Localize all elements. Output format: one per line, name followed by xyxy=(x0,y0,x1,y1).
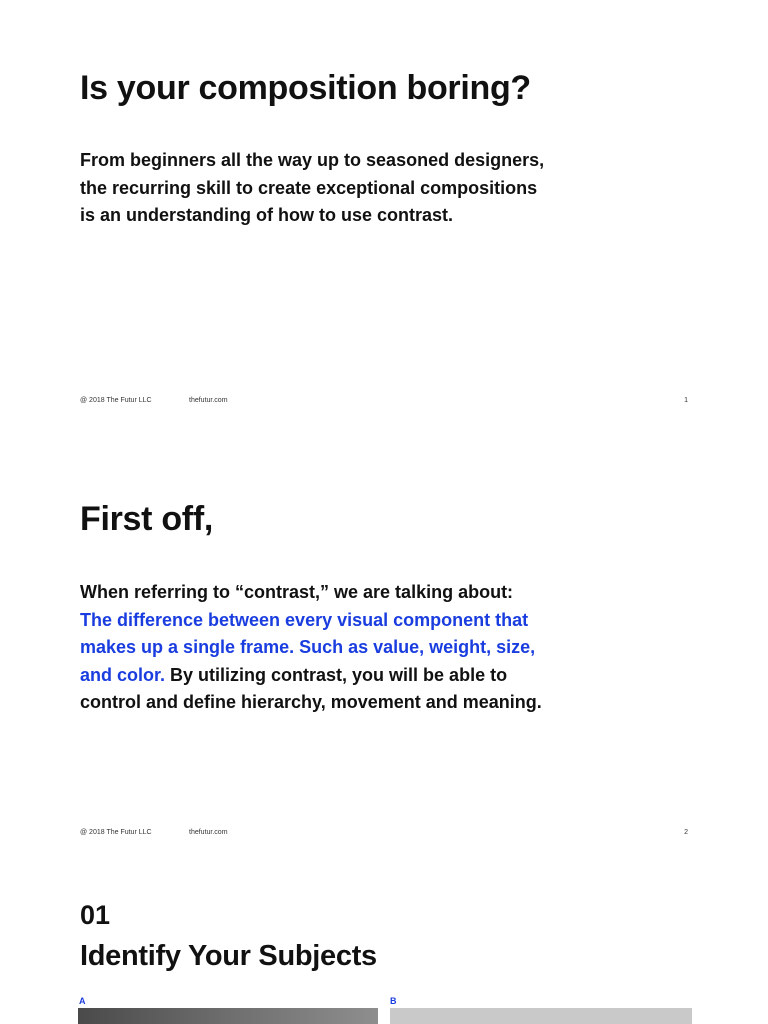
page-footer xyxy=(80,397,688,409)
paragraph-line: When referring to “contrast,” we are talking about: xyxy=(80,582,514,602)
page-2 xyxy=(0,432,768,864)
definition-paragraph xyxy=(80,579,600,717)
paragraph-line xyxy=(80,662,600,690)
panel-b-label: B xyxy=(390,996,397,1006)
copyright-text: @ 2018 The Futur LLC xyxy=(80,397,152,404)
page-number: 1 xyxy=(684,397,688,404)
website-link[interactable]: thefutur.com xyxy=(189,397,228,404)
highlight-line: makes up a single frame. Such as value, weight, size, xyxy=(80,637,536,657)
highlight-text: and color. xyxy=(80,664,166,685)
paragraph-line: the recurring skill to create exceptional compositions xyxy=(80,177,538,198)
intro-paragraph xyxy=(80,147,600,230)
paragraph-text: By utilizing contrast, you will be able to xyxy=(165,664,508,685)
copyright-text: @ 2018 The Futur LLC xyxy=(80,829,152,836)
panel-b-image xyxy=(390,1008,692,1024)
page-number: 2 xyxy=(684,829,688,836)
panel-a-label: A xyxy=(79,996,86,1006)
page-footer xyxy=(80,829,688,841)
section-title: Identify Your Subjects xyxy=(80,940,377,972)
paragraph-line: control and define hierarchy, movement and meaning. xyxy=(80,692,542,712)
paragraph-line: is an understanding of how to use contrast. xyxy=(80,205,454,225)
page-3 xyxy=(0,864,768,1024)
paragraph-line: From beginners all the way up to seasoned designers, xyxy=(80,150,545,170)
highlight-line: The difference between every visual component that xyxy=(80,609,529,630)
panel-a-image xyxy=(78,1008,378,1024)
section-number: 01 xyxy=(80,900,111,930)
website-link[interactable]: thefutur.com xyxy=(189,829,228,836)
page-title: First off, xyxy=(80,500,213,538)
page-title: Is your composition boring? xyxy=(80,69,531,107)
page-1 xyxy=(0,0,768,432)
